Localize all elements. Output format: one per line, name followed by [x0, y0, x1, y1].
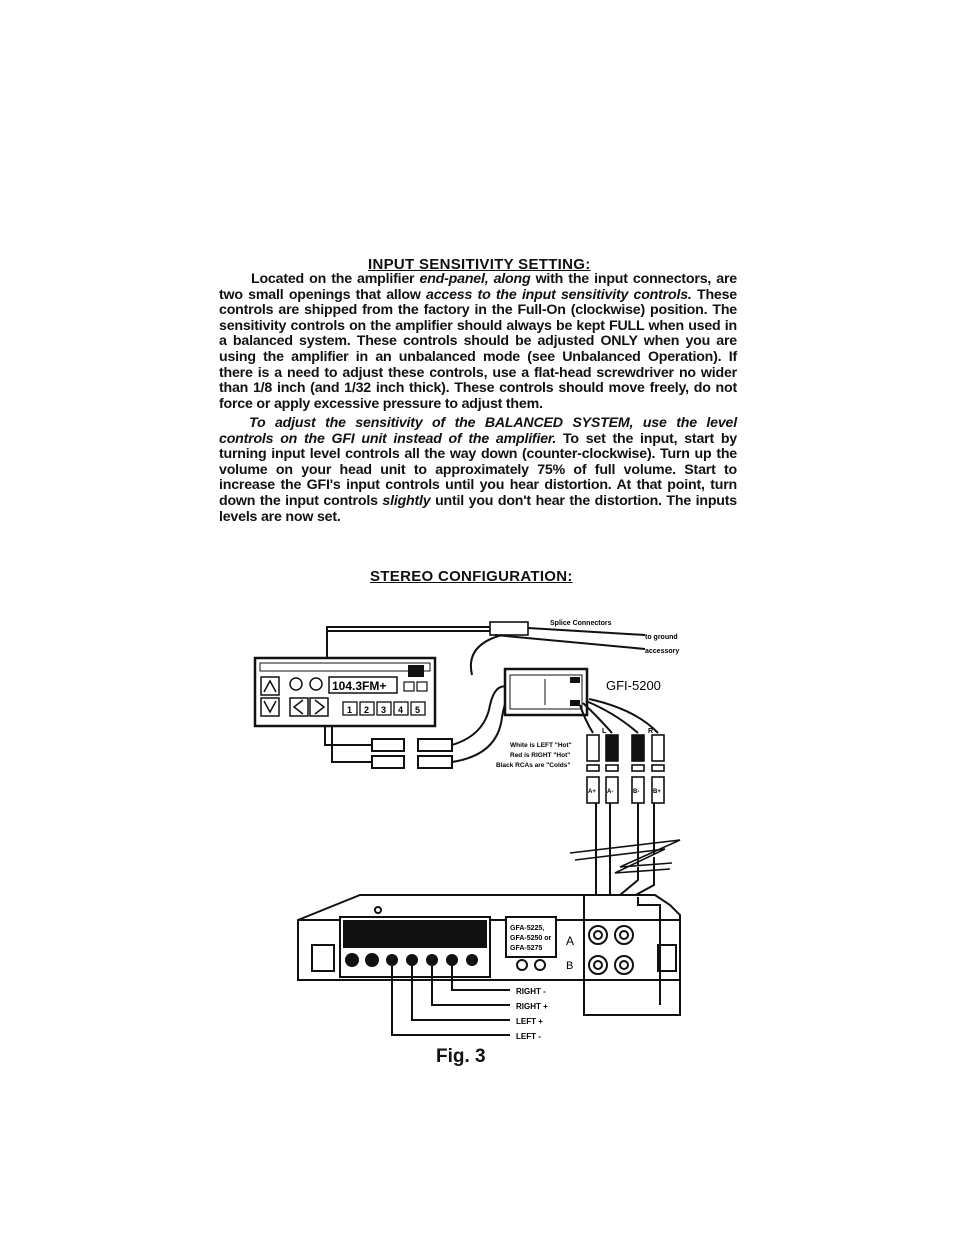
p1-text-e: input sensitivity controls.: [521, 286, 692, 303]
note-white-left: White is LEFT "Hot": [510, 742, 572, 749]
p1-text-d: access to the: [426, 286, 517, 303]
splice-label: Splice Connectors: [550, 620, 612, 627]
rca-b-minus: B-: [633, 789, 640, 795]
cable-run: [570, 803, 680, 897]
p2-text-c: use the level controls on the GFI unit instead of the amplifier.: [219, 415, 737, 447]
speaker-left-plus: LEFT +: [516, 1017, 543, 1026]
amp-model-1: GFA-5225,: [510, 925, 545, 932]
head-unit: [255, 658, 435, 726]
note-red-right: Red is RIGHT "Hot": [510, 752, 571, 759]
amp-model-2: GFA-5250 or: [510, 935, 552, 942]
amp-model-3: GFA-5275: [510, 945, 543, 952]
note-black-colds: Black RCAs are "Colds": [496, 762, 571, 769]
speaker-right-minus: RIGHT -: [516, 987, 546, 996]
amp-channel-b: B: [566, 960, 574, 972]
p2-text-f: until you don't hear the distortion. The inputs levels are now set.: [219, 492, 737, 525]
rca-b-plus: B+: [653, 789, 661, 795]
figure-caption: Fig. 3: [436, 1046, 486, 1067]
ground-label: to ground: [645, 634, 678, 641]
speaker-left-minus: LEFT -: [516, 1032, 541, 1041]
paragraph-sensitivity: [219, 272, 737, 412]
preset-1: 1: [347, 705, 353, 715]
p1-text-c: with the input connectors, are two small openings that allow: [219, 271, 737, 303]
gfi-output-wires: [580, 699, 658, 733]
gfi-unit: [505, 669, 587, 715]
preset-buttons: [343, 702, 425, 715]
p2-text-b: BALANCED SYSTEM,: [475, 415, 643, 431]
speaker-right-plus: RIGHT +: [516, 1002, 548, 1011]
p1-text-b: end-panel, along: [419, 271, 531, 287]
gfi-model-label: GFI-5200: [606, 678, 661, 693]
amplifier: [298, 895, 680, 1015]
preset-4: 4: [398, 705, 404, 715]
stereo-configuration-heading: STEREO CONFIGURATION:: [370, 568, 573, 585]
right-channel-label: R: [648, 728, 654, 735]
rca-a-plus: A+: [588, 789, 596, 795]
preset-3: 3: [381, 705, 387, 715]
p2-text-d: To set the input, start by turning input level controls all the way down (counter-clockwise). Turn up the volume on your head unit to approximately 75% of full volume. Start to increase the GFI's input controls until you hear distortion. At that point, turn down the input controls: [219, 430, 737, 509]
p2-text-a: To adjust the sensitivity of the: [249, 415, 476, 431]
input-sensitivity-heading: INPUT SENSITIVITY SETTING:: [368, 256, 591, 273]
left-channel-label: L: [602, 728, 607, 735]
rca-a-minus: A-: [607, 789, 614, 795]
accessory-label: accessory: [645, 648, 680, 655]
p2-text-e: slightly: [382, 492, 431, 509]
preset-5: 5: [415, 705, 421, 715]
stereo-wiring-diagram: [240, 605, 720, 1050]
seek-back-button: [290, 698, 308, 716]
paragraph-balanced-system: [219, 416, 737, 525]
preset-2: 2: [364, 705, 370, 715]
seek-forward-button: [310, 698, 328, 716]
p1-text-f: These controls are shipped from the factory in the Full-On (clockwise) position. The sensitivity controls on the amplifier should always be kept FULL when used in a balanced system. These controls should be adjusted ONLY when you are using the amplifier in an unbalanced mode (see Unbalanced Operation). If there is a need to adjust these controls, use a flat-head screwdriver no wider than 1/8 inch (and 1/32 inch thick). These controls should move freely, do not force or apply excessive pressure to adjust them.: [219, 286, 737, 412]
head-unit-display: 104.3FM+: [332, 679, 387, 693]
p1-text-a: Located on the amplifier: [251, 271, 420, 287]
amp-channel-a: A: [566, 934, 575, 948]
